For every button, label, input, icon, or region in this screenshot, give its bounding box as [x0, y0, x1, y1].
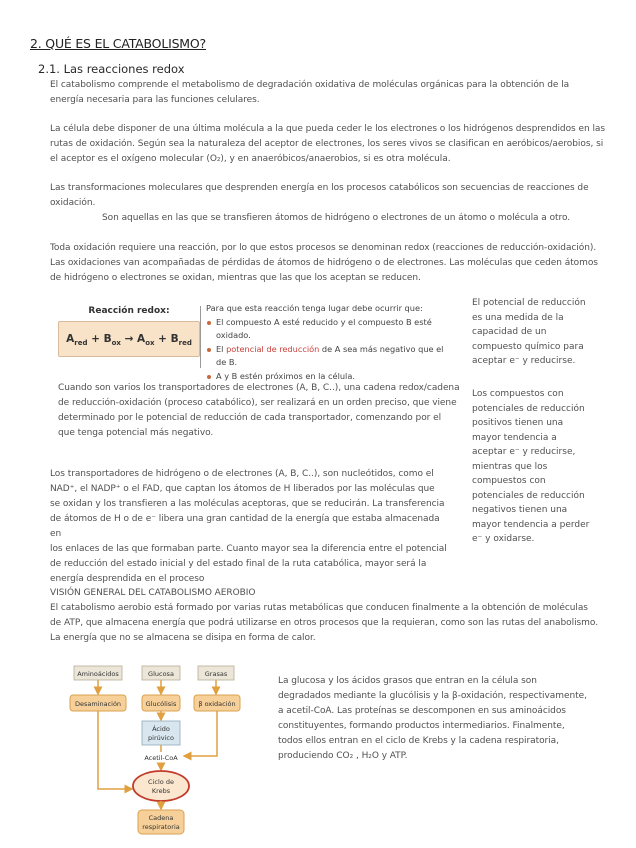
text-line: de reducción del estado inicial y del estado final de la ruta catabólica, mayor será la	[50, 559, 427, 569]
text-line: mientras que los	[472, 461, 548, 472]
respiratory-chain-label: respiratoria	[142, 823, 180, 831]
paragraph-6	[50, 467, 450, 587]
text-line: La célula debe disponer de una última molécula a la que pueda ceder le los electrones o los hidrógenos desprendidos en las	[50, 124, 606, 134]
redox-equation: $A_{red} + B_{ox} \to A_{ox} + B_{red}$	[66, 333, 192, 348]
text-line: a acetil-CoA. Las proteínas se descomponen en sus aminoácidos	[278, 706, 566, 716]
text-line: mayor tendencia a perder	[472, 519, 590, 530]
text-line: Las transformaciones moleculares que desprenden energía en los procesos catabólicos son secuencias de reacciones de	[50, 183, 589, 193]
text-line: Cuando son varios los transportadores de electrones (A, B, C..), una cadena redox/cadena	[58, 383, 460, 393]
text-line: El catabolismo comprende el metabolismo de degradación oxidativa de moléculas orgánicas para la obtención de la	[50, 80, 570, 90]
text-line: e⁻ y oxidarse.	[472, 534, 535, 544]
condition-item: El compuesto A esté reducido y el compuesto B esté oxidado.	[206, 316, 452, 343]
redox-reaction-box	[58, 302, 200, 358]
pyruvic-acid-label: Ácido	[152, 725, 170, 733]
section-subtitle: 2.1. Las reacciones redox	[38, 62, 185, 76]
aminoacids-label: Aminoácidos	[77, 670, 119, 678]
text-line: produciendo CO₂ , H₂O y ATP.	[278, 751, 408, 761]
side-note-2	[472, 387, 589, 547]
text-line: degradados mediante la glucólisis y la β-oxidación, respectivamente,	[278, 691, 587, 701]
text-line: que tenga potencial más negativo.	[58, 428, 214, 438]
text-line: los enlaces de las que formaban parte. Cuanto mayor sea la diferencia entre el potencial	[50, 544, 447, 554]
redox-equation-box	[58, 321, 200, 357]
krebs-cycle	[133, 771, 189, 801]
text-line: el aceptor es el oxígeno molecular (O₂), y en anaeróbicos/anaerobios, si es otra molécula.	[50, 154, 451, 164]
krebs-label: Krebs	[151, 787, 171, 795]
text-line: aceptar e⁻ y reducirse.	[472, 356, 576, 366]
glucose-label: Glucosa	[148, 670, 174, 678]
redox-conditions	[206, 302, 452, 383]
acetyl-coa-label: Acetil-CoA	[144, 754, 178, 762]
glycolysis-label: Glucólisis	[145, 700, 177, 708]
text-line: positivos tienen una	[472, 418, 564, 428]
paragraph-3	[50, 181, 589, 226]
vision-title: VISIÓN GENERAL DEL CATABOLISMO AEROBIO	[50, 588, 256, 598]
text-line: se oxidan y los transfieren a las moléculas aceptoras, que se reducirán. La transferencia	[50, 499, 445, 509]
text-line: compuesto químico para	[472, 341, 584, 352]
text-line: determinado por le potencial de reducción de cada transportador, comenzando por el	[58, 413, 442, 423]
respiratory-chain-label: Cadena	[148, 814, 174, 822]
text-line: constituyentes, formando productos intermediarios. Finalmente,	[278, 721, 565, 731]
text-line: todos ellos entran en el ciclo de Krebs y la cadena respiratoria,	[278, 736, 559, 746]
text-line: Son aquellas en las que se transfieren átomos de hidrógeno o electrones de un átomo o molécula a otro.	[102, 213, 571, 223]
krebs-label: Ciclo de	[148, 778, 174, 786]
pyruvic-acid-label: pirúvico	[148, 734, 174, 742]
paragraph-4	[50, 241, 598, 286]
text-line: Los transportadores de hidrógeno o de electrones (A, B, C..), son nucleótidos, como el	[50, 469, 434, 479]
text-line: El catabolismo aerobio está formado por varias rutas metabólicas que conducen finalmente a la obtención de moléculas	[50, 603, 588, 613]
paragraph-5	[58, 381, 460, 441]
beta-oxidation-label: β oxidación	[198, 700, 236, 708]
redox-box-title: Reacción redox:	[58, 302, 200, 320]
deamination-label: Desaminación	[74, 700, 122, 708]
text-line: rutas de oxidación. Según sea la naturaleza del aceptor de electrones, los seres vivos se clasifican en aeróbicos/aerobios, si	[50, 139, 604, 149]
condition-item: El potencial de reducción de A sea más negativo que el de B.	[206, 343, 452, 370]
text-line: potenciales de reducción	[472, 490, 585, 501]
page-title: 2. QUÉ ES EL CATABOLISMO?	[30, 36, 206, 51]
text-line: NAD⁺, el NADP⁺ o el FAD, que captan los átomos de H liberados por las moléculas que	[50, 484, 435, 494]
text-line: aceptar e⁻ y reducirse,	[472, 447, 576, 457]
text-line: oxidación.	[50, 198, 96, 208]
catabolism-diagram	[60, 664, 260, 836]
paragraph-1	[50, 78, 569, 108]
text-line: Las oxidaciones van acompañadas de pérdidas de átomos de hidrógeno o de electrones. Las moléculas que ceden átomos	[50, 258, 598, 268]
side-note-1	[472, 296, 586, 369]
paragraph-7	[50, 601, 598, 646]
condition-item: A y B estén próximos en la célula.	[206, 370, 452, 384]
text-line: potenciales de reducción	[472, 403, 585, 414]
text-line: Los compuestos con	[472, 389, 564, 399]
arrow	[184, 711, 217, 756]
text-line: compuestos con	[472, 476, 546, 486]
text-line: de átomos de H o de e⁻ libera una gran cantidad de la energía que estaba almacenada en	[50, 514, 440, 539]
paragraph-2	[50, 122, 605, 167]
paragraph-8	[278, 674, 587, 764]
divider-line	[200, 306, 201, 368]
text-line: es una medida de la	[472, 312, 564, 323]
text-line: energía necesaria para las funciones celulares.	[50, 95, 260, 105]
text-line: energía desprendida en el proceso	[50, 574, 205, 584]
text-line: El potencial de reducción	[472, 298, 586, 308]
text-line: mayor tendencia a	[472, 432, 557, 443]
text-line: Toda oxidación requiere una reacción, por lo que estos procesos se denominan redox (reacciones de reducción-oxidación).	[50, 243, 597, 253]
text-line: de reducción-oxidación (proceso catabólico), ser realizará en un orden preciso, que viene	[58, 398, 457, 408]
text-line: La glucosa y los ácidos grasos que entran en la célula son	[278, 676, 537, 686]
arrow	[98, 711, 132, 789]
text-line: negativos tienen una	[472, 505, 568, 515]
fats-label: Grasas	[204, 670, 228, 678]
text-line: de hidrógeno o electrones se oxidan, mientras que las que los aceptan se reducen.	[50, 273, 421, 283]
text-line: La energía que no se almacena se disipa en forma de calor.	[50, 633, 316, 643]
text-line: de ATP, que almacena energía que podrá utilizarse en otros procesos que la requieran, como son las rutas del anabolismo.	[50, 618, 599, 628]
text-line: capacidad de un	[472, 327, 547, 337]
conditions-intro: Para que esta reacción tenga lugar debe ocurrir que:	[206, 303, 423, 313]
